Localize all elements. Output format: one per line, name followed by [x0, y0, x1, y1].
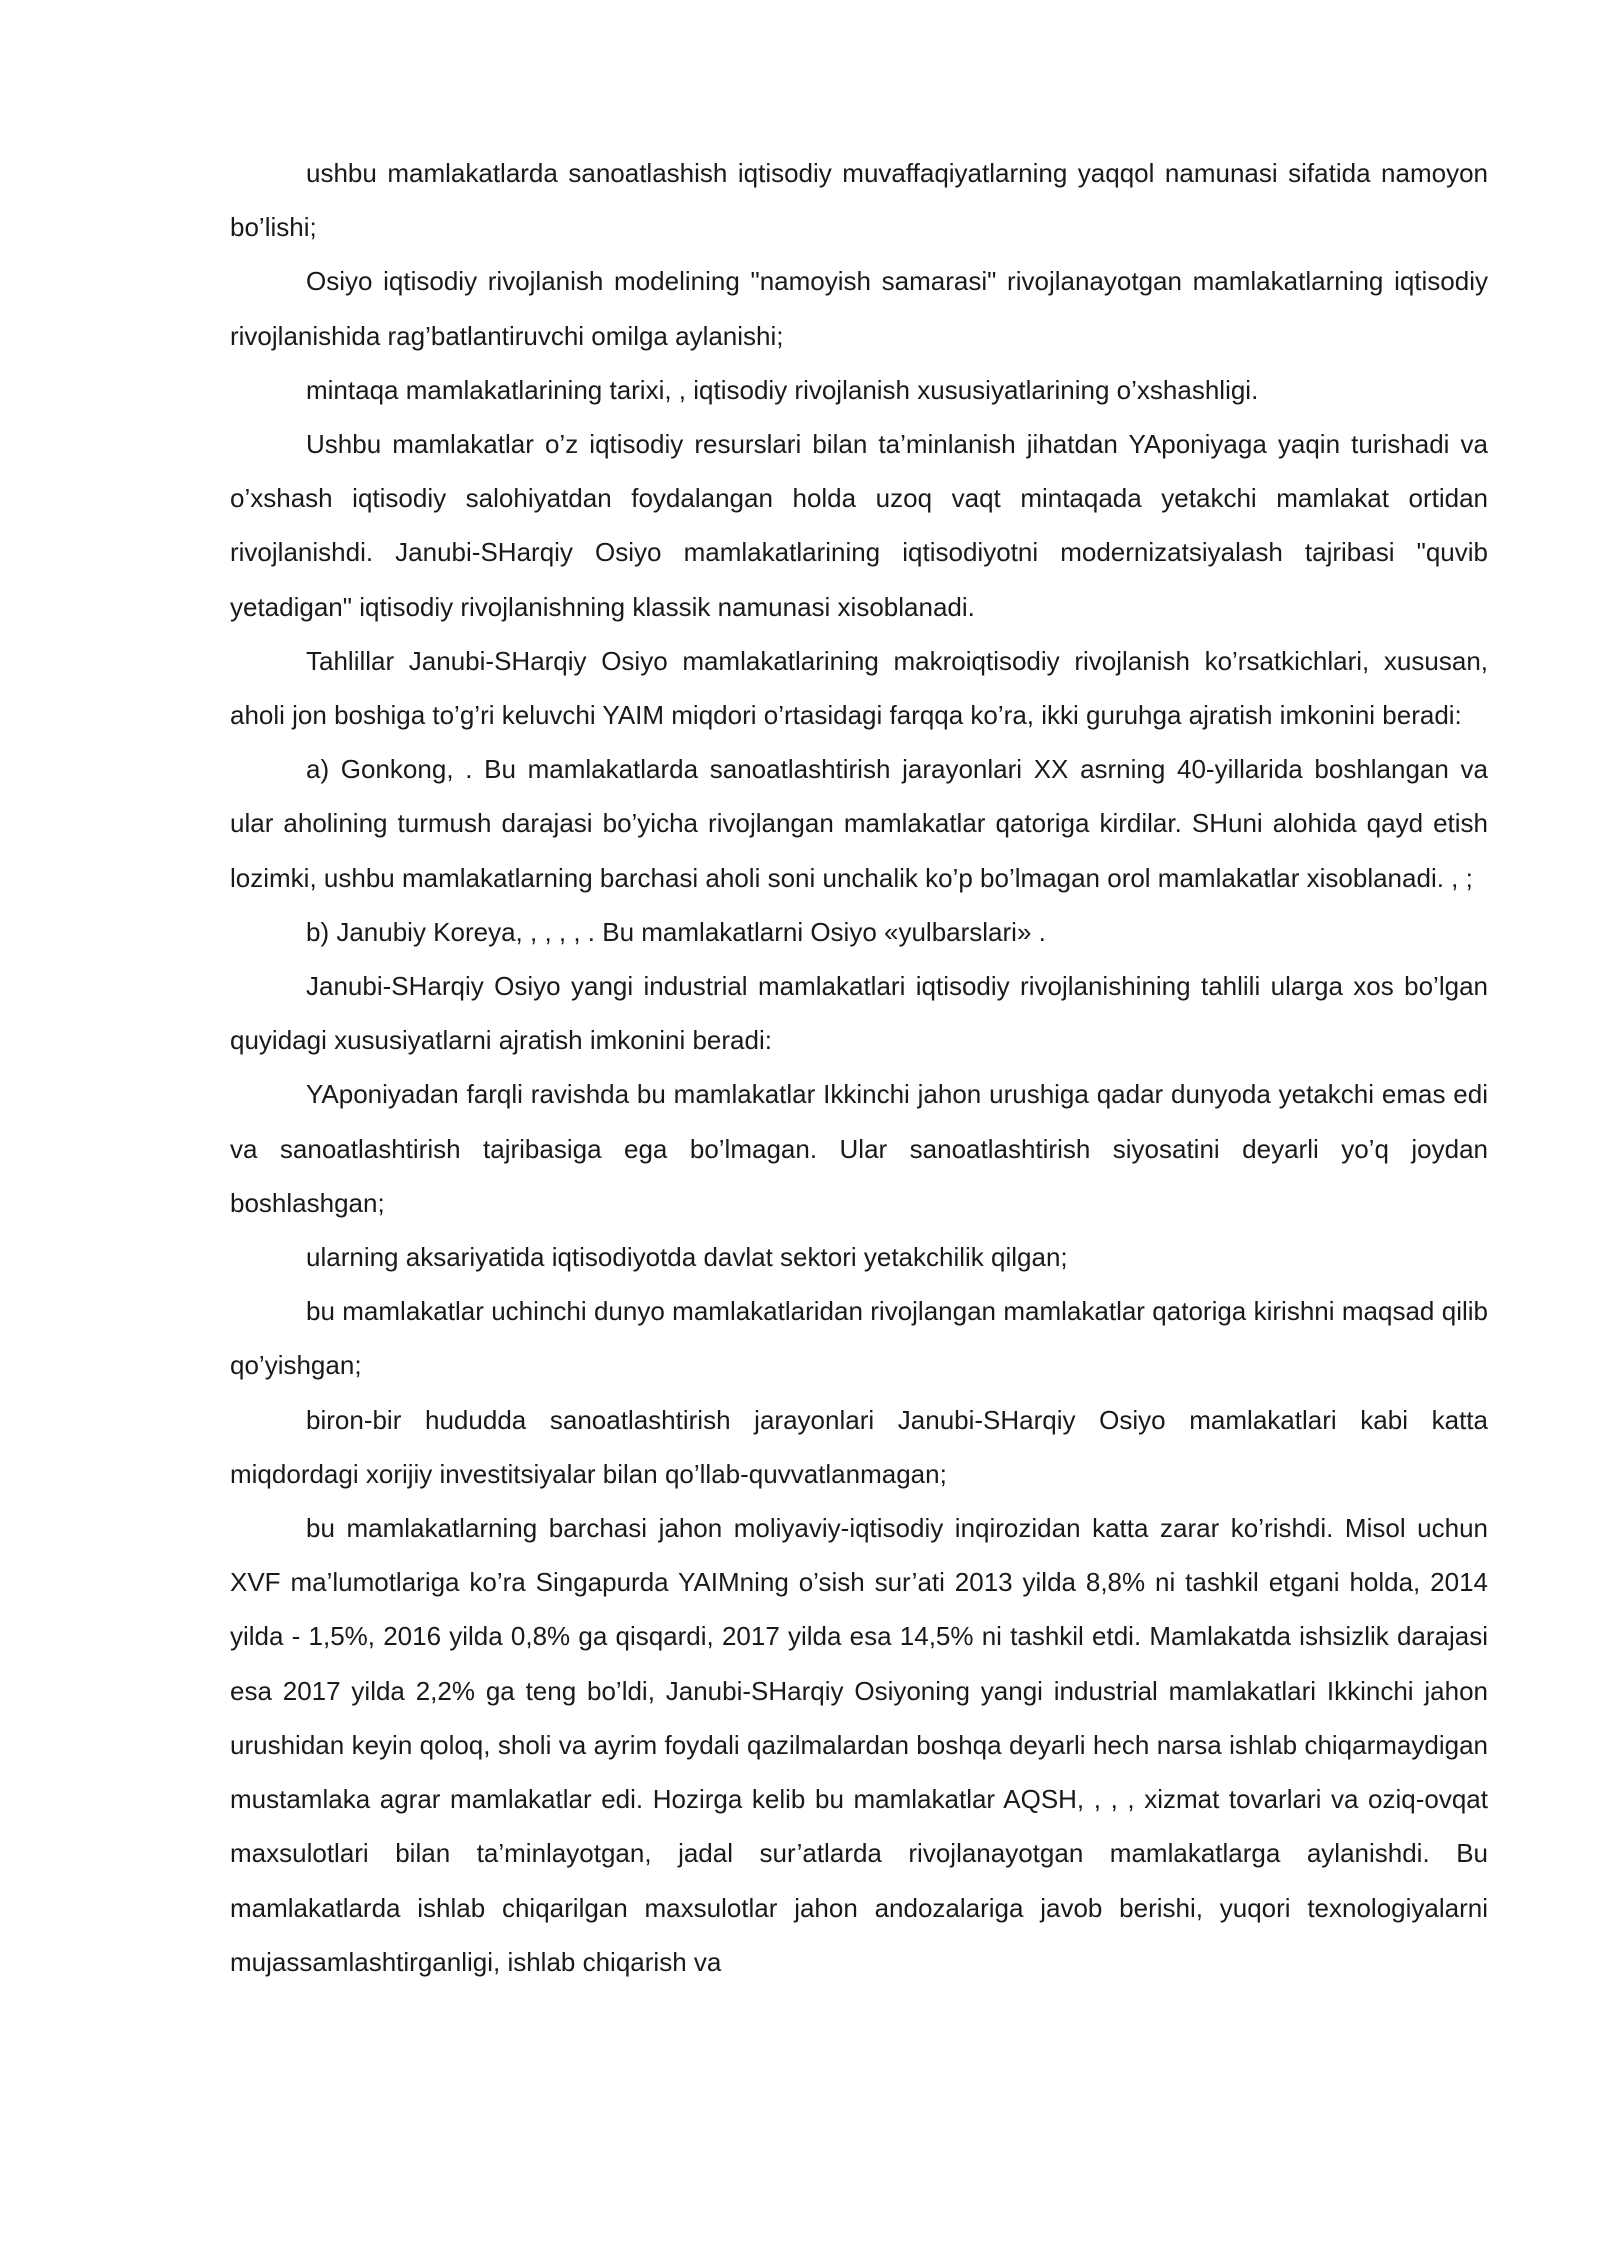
paragraph: Tahlillar Janubi-SHarqiy Osiyo mamlakatlarining makroiqtisodiy rivojlanish ko’rsatkichlari, xususan, aholi jon boshiga to’g’ri keluvchi YAIM miqdori o’rtasidagi farqqa ko’ra, ikki guruhga ajratish imkonini beradi:: [230, 645, 1488, 731]
paragraph: bu mamlakatlarning barchasi jahon moliyaviy-iqtisodiy inqirozidan katta zarar ko’rishdi. Misol uchun XVF ma’lumotlariga ko’ra Singapurda YAIMning o’sish sur’ati 2013 yilda 8,8% ni tashkil etgani holda, 2014 yilda - 1,5%, 2016 yilda 0,8% ga qisqardi, 2017 yilda esa 14,5% ni tashkil etdi. Mamlakatda ishsizlik darajasi esa 2017 yilda 2,2% ga teng bo’ldi, Janubi-SHarqiy Osiyoning yangi industrial mamlakatlari Ikkinchi jahon urushidan keyin qoloq, sholi va ayrim foydali qazilmalardan boshqa deyarli hech narsa ishlab chiqarmaydigan mustamlaka agrar mamlakatlar edi. Hozirga kelib bu mamlakatlar AQSH, , , , xizmat tovarlari va oziq-ovqat maxsulotlari bilan ta’minlayotgan, jadal sur’atlarda rivojlanayotgan mamlakatlarga aylanishdi. Bu mamlakatlarda ishlab chiqarilgan maxsulotlar jahon andozalariga javob berishi, yuqori texnologiyalarni mujassamlashtirganligi, ishlab chiqarish va: [230, 1513, 1488, 1977]
paragraph: Janubi-SHarqiy Osiyo yangi industrial mamlakatlari iqtisodiy rivojlanishining tahlili ularga xos bo’lgan quyidagi xususiyatlarni ajratish imkonini beradi:: [230, 971, 1488, 1056]
paragraph: biron-bir hududda sanoatlashtirish jarayonlari Janubi-SHarqiy Osiyo mamlakatlari kabi katta miqdordagi xorijiy investitsiyalar bilan qo’llab-quvvatlanmagan;: [230, 1404, 1488, 1489]
paragraph: mintaqa mamlakatlarining tarixi, , iqtisodiy rivojlanish xususiyatlarining o’xshashligi.: [306, 374, 1259, 405]
paragraph: Osiyo iqtisodiy rivojlanish modelining "namoyish samarasi" rivojlanayotgan mamlakatlarning iqtisodiy rivojlanishida rag’batlantiruvchi omilga aylanishi;: [230, 266, 1488, 351]
paragraph: bu mamlakatlar uchinchi dunyo mamlakatlaridan rivojlangan mamlakatlar qatoriga kirishni maqsad qilib qo’yishgan;: [230, 1296, 1488, 1381]
document-body: [230, 146, 1488, 1989]
paragraph: a) Gonkong, . Bu mamlakatlarda sanoatlashtirish jarayonlari XX asrning 40-yillarida boshlangan va ular aholining turmush darajasi bo’yicha rivojlangan mamlakatlar qatoriga kirdilar. SHuni alohida qayd etish lozimki, ushbu mamlakatlarning barchasi aholi soni unchalik ko’p bo’lmagan orol mamlakatlar xisoblanadi. , ;: [230, 754, 1488, 893]
paragraph: b) Janubiy Koreya, , , , , . Bu mamlakatlarni Osiyo «yulbarslari» .: [306, 916, 1046, 947]
paragraph: ushbu mamlakatlarda sanoatlashish iqtisodiy muvaffaqiyatlarning yaqqol namunasi sifatida namoyon bo’lishi;: [230, 158, 1488, 243]
paragraph: Ushbu mamlakatlar o’z iqtisodiy resurslari bilan ta’minlanish jihatdan YAponiyaga yaqin turishadi va o’xshash iqtisodiy salohiyatdan foydalangan holda uzoq vaqt mintaqada yetakchi mamlakat ortidan rivojlanishdi. Janubi-SHarqiy Osiyo mamlakatlarining iqtisodiyotni modernizatsiyalash tajribasi "quvib yetadigan" iqtisodiy rivojlanishning klassik namunasi xisoblanadi.: [230, 429, 1488, 622]
paragraph: ularning aksariyatida iqtisodiyotda davlat sektori yetakchilik qilgan;: [306, 1242, 1068, 1273]
paragraph: YAponiyadan farqli ravishda bu mamlakatlar Ikkinchi jahon urushiga qadar dunyoda yetakchi emas edi va sanoatlashtirish tajribasiga ega bo’lmagan. Ular sanoatlashtirish siyosatini deyarli yo’q joydan boshlashgan;: [230, 1079, 1488, 1218]
